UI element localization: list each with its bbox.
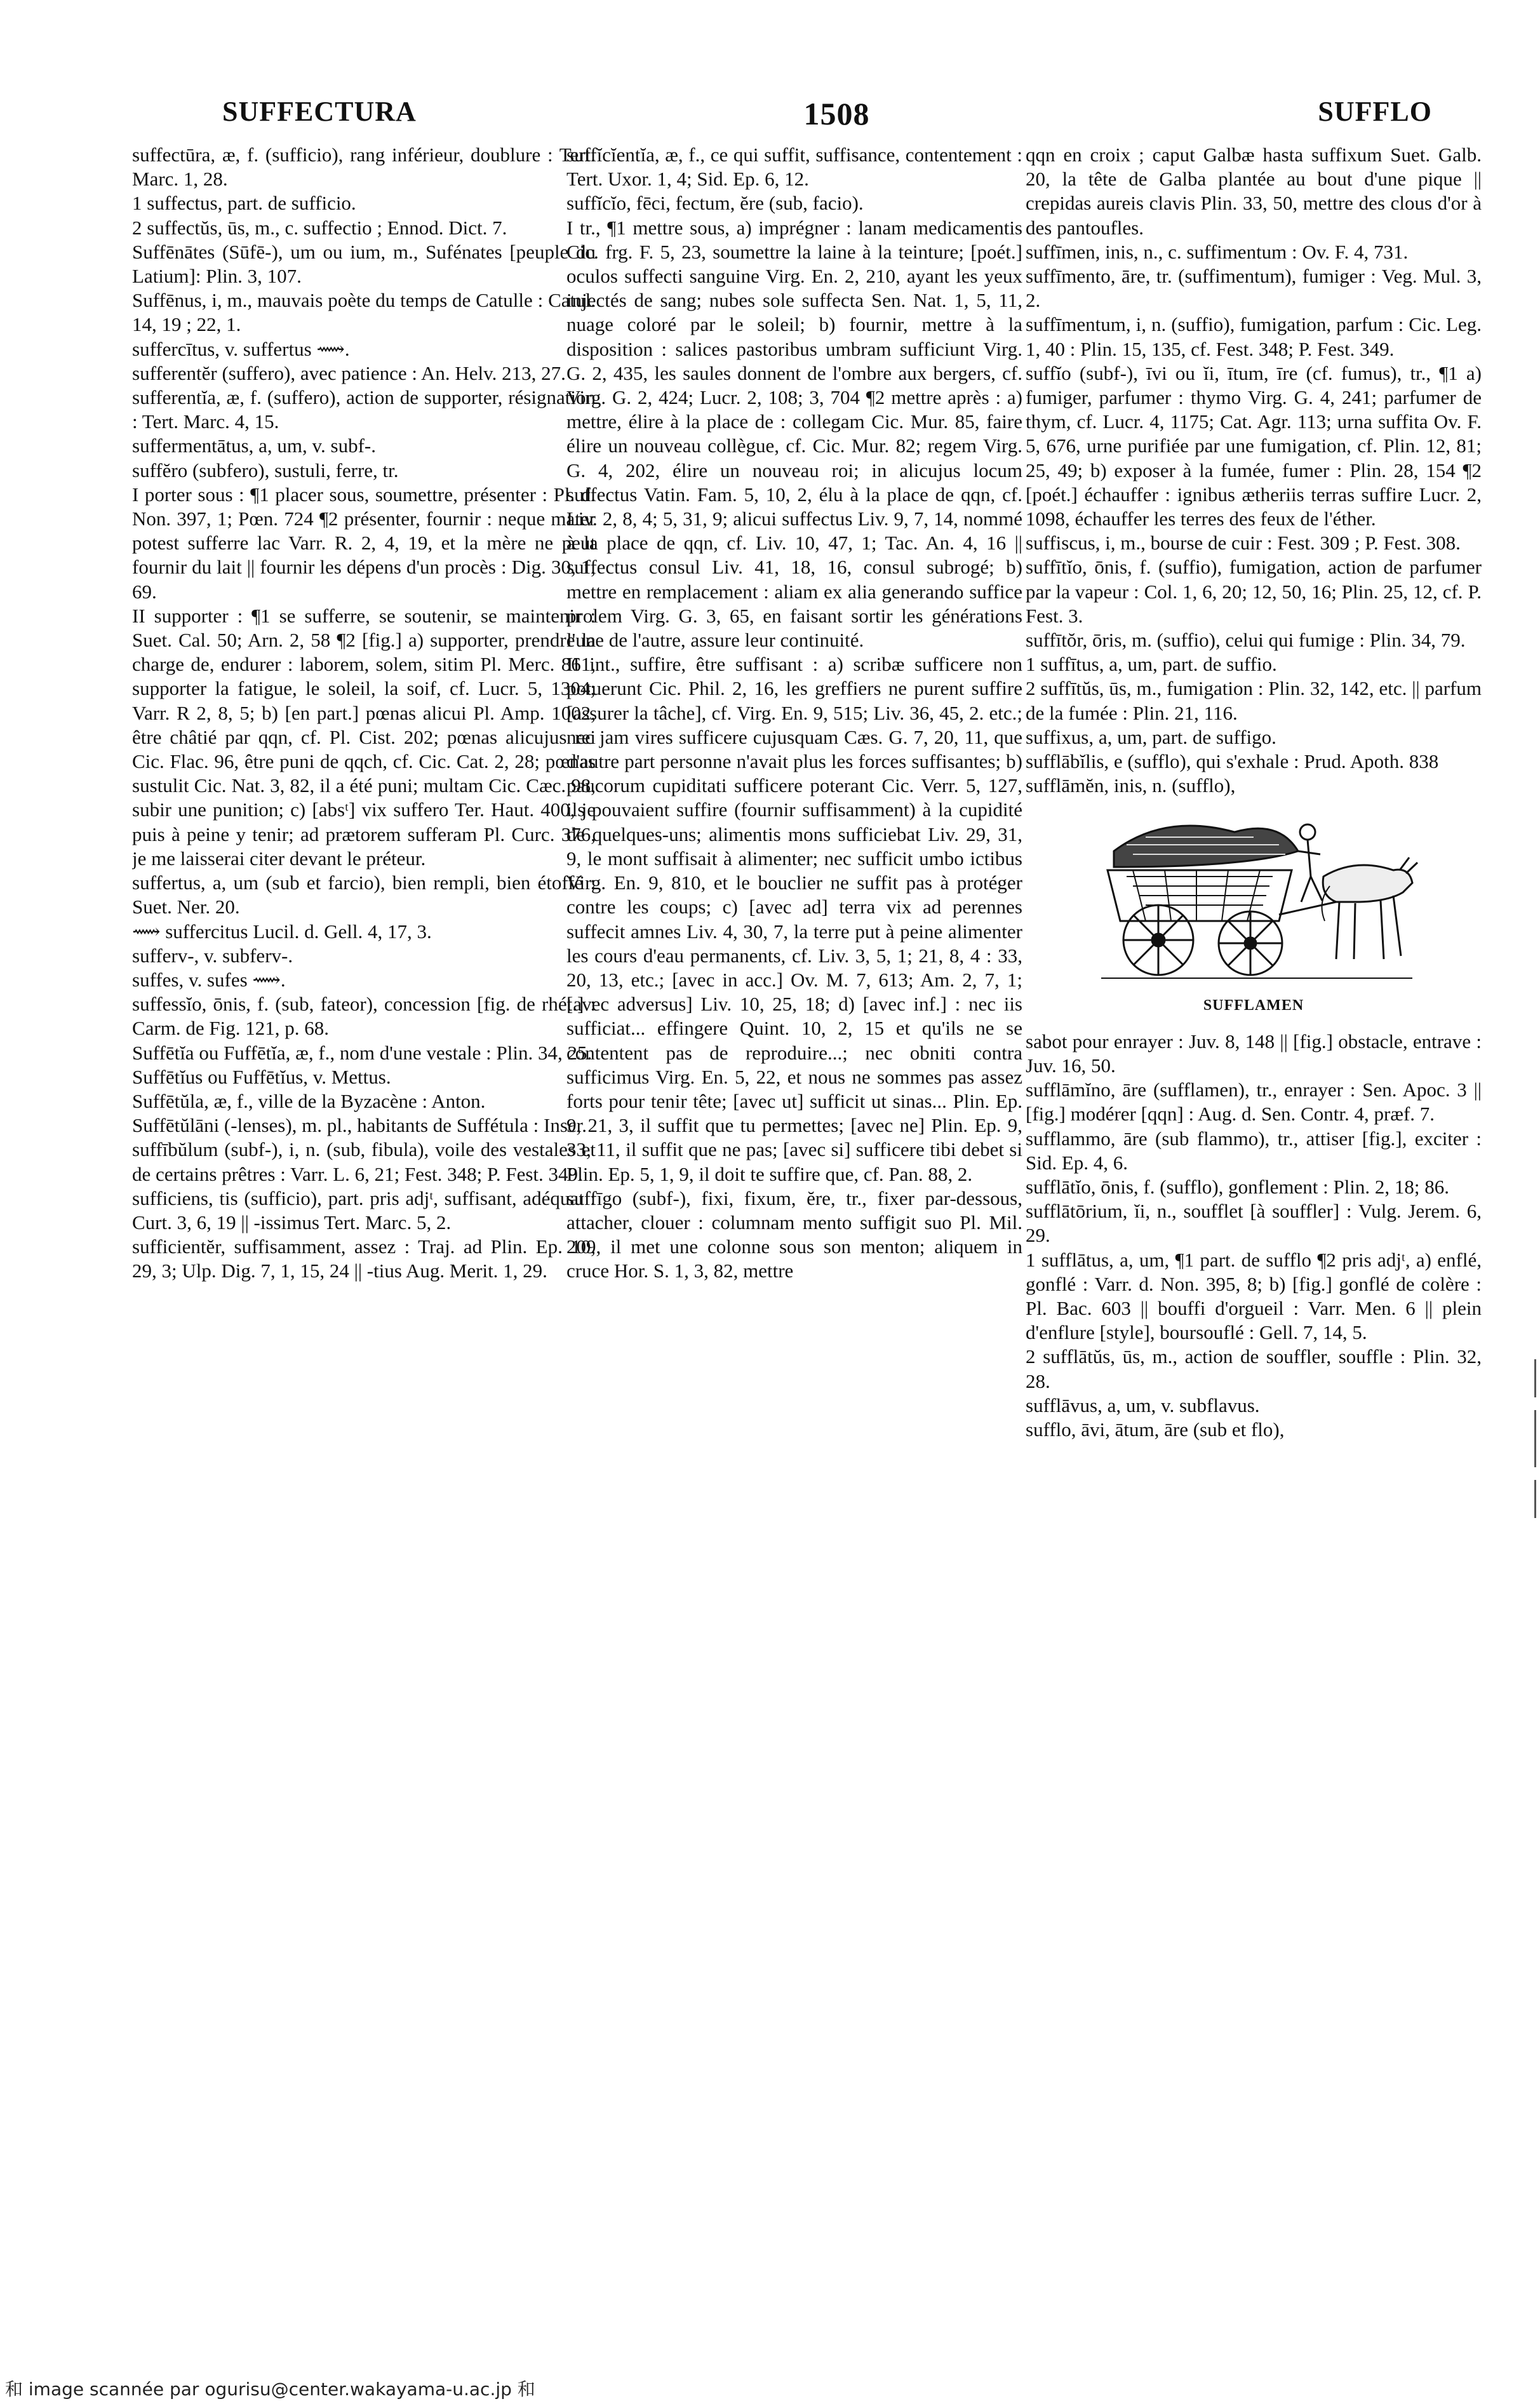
dictionary-entry: 2 suffectŭs, ūs, m., c. suffectio ; Ennod. Dict. 7. bbox=[132, 216, 507, 239]
dictionary-entry: 1 suffītus, a, um, part. de suffio. bbox=[1026, 653, 1277, 676]
column-2 bbox=[566, 143, 1022, 2258]
dictionary-entry: suffes, v. sufes ⟿. bbox=[132, 968, 286, 991]
scan-edge-mark bbox=[1534, 1359, 1536, 1397]
dictionary-entry: sufflātōrium, ĭi, n., soufflet [à souffler] : Vulg. Jerem. 6, 29. bbox=[1026, 1200, 1482, 1247]
dictionary-entry: Suffētŭla, æ, f., ville de la Byzacène : Anton. bbox=[132, 1089, 486, 1112]
dictionary-entry: sufficientĕr, suffisamment, assez : Traj. ad Plin. Ep. 10, 29, 3; Ulp. Dig. 7, 1, 15, 24 || -tius Aug. Merit. 1, 29. bbox=[132, 1235, 596, 1282]
scan-credit: 和 image scannée par ogurisu@center.wakayama-u.ac.jp 和 bbox=[5, 2379, 535, 2400]
dictionary-entry: suffībŭlum (subf-), i, n. (sub, fibula), voile des vestales et de certains prêtres : Varr. L. 6, 21; Fest. 348; P. Fest. 349. bbox=[132, 1138, 596, 1185]
dictionary-entry: sufflāmĭno, āre (sufflamen), tr., enrayer : Sen. Apoc. 3 || [fig.] modérer [qqn] : Aug. d. Sen. Contr. 4, præf. 7. bbox=[1026, 1079, 1482, 1126]
dictionary-entry: sufflāvus, a, um, v. subflavus. bbox=[1026, 1394, 1260, 1416]
dictionary-entry: II int., suffire, être suffisant : a) scribæ sufficere non potuerunt Cic. Phil. 2, 16, les greffiers ne purent suffire [assurer la tâche], cf. Virg. En. 9, 515; Liv. 36, 45, 2. etc.; nec jam vires sufficere cujusquam Cæs. G. 7, 20, 11, que d'autre part personne n'avait plus les forces suffisantes; b) paucorum cupiditati sufficere poterant Cic. Verr. 5, 127, ils pouvaient suffire (fournir suffisamment) à la cupidité de quelques-uns; alimentis mons sufficiebat Liv. 29, 31, 9, le mont suffisait à alimenter; nec sufficit umbo ictibus Virg. En. 9, 810, et le bouclier ne suffit pas à protéger contre les coups; c) [avec ad] terra vix ad perennes suffecit amnes Liv. 4, 30, 7, la terre put à peine alimenter les cours d'eau permanents, cf. Liv. 3, 5, 1; 21, 8, 4 : 33, 20, 13, etc.; [avec in acc.] Ov. M. 7, 613; Am. 2, 7, 1; [avec adversus] Liv. 10, 25, 18; d) [avec inf.] : nec iis sufficiat... effingere Quint. 10, 2, 15 et qu'ils ne se contentent pas de reproduire...; nec obniti contra sufficimus Virg. En. 5, 22, et nous ne sommes pas assez forts pour tenir tête; [avec ut] sufficit ut sinas... Plin. Ep. 9, 21, 3, il suffit que tu permettes; [avec ne] Plin. Ep. 9, 33, 11, il suffit que ne pas; [avec si] sufficere tibi debet si Plin. Ep. 5, 1, 9, il doit te suffire que, cf. Pan. 88, 2. bbox=[566, 653, 1022, 1185]
dictionary-entry: suffĕro (subfero), sustuli, ferre, tr. bbox=[132, 459, 399, 481]
dictionary-entry: suffĭcĭo, fēci, fectum, ĕre (sub, facio). bbox=[566, 192, 864, 215]
dictionary-entry: sufferentĕr (suffero), avec patience : An. Helv. 213, 27. bbox=[132, 361, 566, 384]
dictionary-entry: Suffētĭus ou Fuffētĭus, v. Mettus. bbox=[132, 1065, 391, 1088]
dictionary-entry: Suffētŭlāni (-lenses), m. pl., habitants de Suffétula : Inscr. bbox=[132, 1114, 587, 1137]
dictionary-entry: suffĭo (subf-), īvi ou ĭi, ītum, īre (cf. fumus), tr., ¶1 a) fumiger, parfumer : thymo Virg. G. 4, 241; parfumer de thym, cf. Lucr. 4, 1175; Cat. Agr. 113; urna suffita Ov. F. 5, 676, urne purifiée par une fumigation, cf. Plin. 12, 81; 25, 49; b) exposer à la fumée, fumer : Plin. 28, 154 ¶2 [poét.] échauffer : ignibus ætheriis terras suffire Lucr. 2, 1098, échauffer les terres des feux de l'éther. bbox=[1026, 361, 1482, 530]
sufflamen-illustration bbox=[1026, 807, 1482, 1018]
page-header bbox=[216, 95, 1457, 140]
dictionary-entry: sufferentĭa, æ, f. (suffero), action de supporter, résignation : Tert. Marc. 4, 15. bbox=[132, 386, 596, 433]
dictionary-entry: suffītŏr, ōris, m. (suffio), celui qui fumige : Plin. 34, 79. bbox=[1026, 629, 1466, 652]
dictionary-entry: suffectūra, æ, f. (sufficio), rang inférieur, doublure : Tert. Marc. 1, 28. bbox=[132, 144, 596, 191]
dictionary-entry: 1 suffectus, part. de sufficio. bbox=[132, 192, 356, 215]
dictionary-entry: sufflāmĕn, inis, n. (sufflo), bbox=[1026, 774, 1236, 797]
dictionary-entry: sufflābĭlis, e (sufflo), qui s'exhale : Prud. Apoth. 838 bbox=[1026, 750, 1439, 773]
page-number: 1508 bbox=[803, 96, 870, 131]
scan-edge-mark bbox=[1534, 1480, 1536, 1518]
dictionary-entry: sufferv-, v. subferv-. bbox=[132, 944, 293, 967]
dictionary-entry: sufflātĭo, ōnis, f. (sufflo), gonflement : Plin. 2, 18; 86. bbox=[1026, 1175, 1450, 1198]
dictionary-entry: I tr., ¶1 mettre sous, a) imprégner : lanam medicamentis Cic. frg. F. 5, 23, soumettre la laine à la teinture; [poét.] oculos suffecti sanguine Virg. En. 2, 210, ayant les yeux injectés de sang; nubes sole suffecta Sen. Nat. 1, 5, 11, nuage coloré par le soleil; b) fournir, mettre à la disposition : salices pastoribus umbram sufficiunt Virg. G. 2, 435, les saules donnent de l'ombre aux bergers, cf. Virg. G. 2, 424; Lucr. 2, 108; 3, 704 ¶2 mettre après : a) mettre, élire à la place de : collegam Cic. Mur. 85, faire élire un nouveau collègue, cf. Cic. Mur. 82; regem Virg. G. 4, 202, élire un nouveau roi; in alicujus locum suffectus Vatin. Fam. 5, 10, 2, élu à la place de qqn, cf. Liv. 2, 8, 4; 5, 31, 9; alicui suffectus Liv. 9, 7, 14, nommé à la place de qqn, cf. Liv. 10, 47, 1; Tac. An. 4, 16 || suffectus consul Liv. 41, 18, 16, consul subrogé; b) mettre en remplacement : aliam ex alia generando suffice prolem Virg. G. 3, 65, en faisant sortir les générations l'une de l'autre, assure leur continuité. bbox=[566, 216, 1022, 652]
column-3 bbox=[1026, 143, 1482, 2258]
dictionary-entry: Suffēnus, i, m., mauvais poète du temps de Catulle : Catul. 14, 19 ; 22, 1. bbox=[132, 289, 596, 336]
dictionary-entry: suffertus, a, um (sub et farcio), bien rempli, bien étoffé : Suet. Ner. 20. bbox=[132, 871, 596, 918]
figure-caption: SUFFLAMEN bbox=[1203, 997, 1304, 1014]
dictionary-entry: 2 sufflātŭs, ūs, m., action de souffler, souffle : Plin. 32, 28. bbox=[1026, 1345, 1482, 1392]
dictionary-entry: suffīmentum, i, n. (suffio), fumigation, parfum : Cic. Leg. 1, 40 : Plin. 15, 135, cf. Fest. 348; P. Fest. 349. bbox=[1026, 313, 1482, 360]
dictionary-entry: 2 suffītŭs, ūs, m., fumigation : Plin. 32, 142, etc. || parfum de la fumée : Plin. 21, 116. bbox=[1026, 677, 1482, 724]
column-1 bbox=[132, 143, 596, 2258]
dictionary-entry: II supporter : ¶1 se sufferre, se soutenir, se maintenir : Suet. Cal. 50; Arn. 2, 58 ¶2 [fig.] a) supporter, prendre la charge de, endurer : laborem, solem, sitim Pl. Merc. 861, supporter la fatigue, le soleil, la soif, cf. Lucr. 5, 1304; Varr. R 2, 8, 5; b) [en part.] pœnas alicui Pl. Amp. 1002, être châtié par qqn, cf. Pl. Cist. 202; pœnas alicujus rei Cic. Flac. 96, être puni de qqch, cf. Cic. Cat. 2, 28; pœnas sustulit Cic. Nat. 3, 82, il a été puni; multam Cic. Cæc. 98, subir une punition; c) [absᵗ] vix suffero Ter. Haut. 400, je puis à peine y tenir; ad prætorem sufferam Pl. Curc. 376, je me laisserai citer devant le préteur. bbox=[132, 604, 596, 870]
dictionary-entry: suffītĭo, ōnis, f. (suffio), fumigation, action de parfumer par la vapeur : Col. 1, 6, 20; 12, 50, 16; Plin. 25, 12, cf. P. Fest. 3. bbox=[1026, 556, 1482, 627]
dictionary-entry: sabot pour enrayer : Juv. 8, 148 || [fig.] obstacle, entrave : Juv. 16, 50. bbox=[1026, 1030, 1482, 1077]
running-head-right: SUFFLO bbox=[1318, 96, 1432, 127]
dictionary-entry: ⟿ suffercitus Lucil. d. Gell. 4, 17, 3. bbox=[132, 920, 432, 943]
dictionary-entry: suffīmento, āre, tr. (suffimentum), fumiger : Veg. Mul. 3, 2. bbox=[1026, 265, 1482, 312]
dictionary-entry: suffīgo (subf-), fixi, fixum, ĕre, tr., fixer par-dessous, attacher, clouer : columnam mento suffigit suo Pl. Mil. 209, il met une colonne sous son menton; aliquem in cruce Hor. S. 1, 3, 82, mettre bbox=[566, 1186, 1022, 1282]
dictionary-entry: I porter sous : ¶1 placer sous, soumettre, présenter : Pl. d. Non. 397, 1; Pœn. 724 ¶2 présenter, fournir : neque mater potest sufferre lac Varr. R. 2, 4, 19, et la mère ne peut fournir du lait || fournir les dépens d'un procès : Dig. 30, 1, 69. bbox=[132, 483, 596, 603]
dictionary-entry: suffessĭo, ōnis, f. (sub, fateor), concession [fig. de rhét.] : Carm. de Fig. 121, p. 68. bbox=[132, 993, 596, 1040]
dictionary-entry: suffermentātus, a, um, v. subf-. bbox=[132, 434, 376, 457]
dictionary-entry: sufficiens, tis (sufficio), part. pris adjᵗ, suffisant, adéquat : Curt. 3, 6, 19 || -issimus Tert. Marc. 5, 2. bbox=[132, 1186, 596, 1233]
dictionary-entry: Suffētĭa ou Fuffētĭa, æ, f., nom d'une vestale : Plin. 34, 25. bbox=[132, 1041, 593, 1064]
dictionary-entry: suffīmen, inis, n., c. suffimentum : Ov. F. 4, 731. bbox=[1026, 240, 1409, 263]
ox-cart-engraving bbox=[1088, 807, 1419, 991]
dictionary-entry: suffĭcĭentĭa, æ, f., ce qui suffit, suffisance, contentement : Tert. Uxor. 1, 4; Sid. Ep. 6, 12. bbox=[566, 144, 1022, 191]
scan-edge-mark bbox=[1534, 1410, 1536, 1467]
dictionary-entry: qqn en croix ; caput Galbæ hasta suffixum Suet. Galb. 20, la tête de Galba plantée au bout d'une pique || crepidas aureis clavis Plin. 33, 50, mettre des clous d'or à des pantoufles. bbox=[1026, 144, 1482, 239]
dictionary-entry: suffiscus, i, m., bourse de cuir : Fest. 309 ; P. Fest. 308. bbox=[1026, 532, 1461, 554]
dictionary-entry: suffixus, a, um, part. de suffigo. bbox=[1026, 725, 1276, 748]
dictionary-entry: Suffēnātes (Sūfē-), um ou ium, m., Sufénates [peuple du Latium]: Plin. 3, 107. bbox=[132, 240, 596, 288]
running-head-left: SUFFECTURA bbox=[222, 96, 417, 127]
dictionary-entry: sufflo, āvi, ātum, āre (sub et flo), bbox=[1026, 1418, 1285, 1441]
dictionary-entry: sufflammo, āre (sub flammo), tr., attiser [fig.], exciter : Sid. Ep. 4, 6. bbox=[1026, 1127, 1482, 1174]
dictionary-entry: 1 sufflātus, a, um, ¶1 part. de sufflo ¶2 pris adjᵗ, a) enflé, gonflé : Varr. d. Non. 395, 8; b) [fig.] gonflé de colère : Pl. Bac. 603 || bouffi d'orgueil : Varr. Men. 6 || plein d'enflure [style], boursouflé : Gell. 7, 14, 5. bbox=[1026, 1248, 1482, 1344]
dictionary-entry: suffercītus, v. suffertus ⟿. bbox=[132, 337, 350, 360]
